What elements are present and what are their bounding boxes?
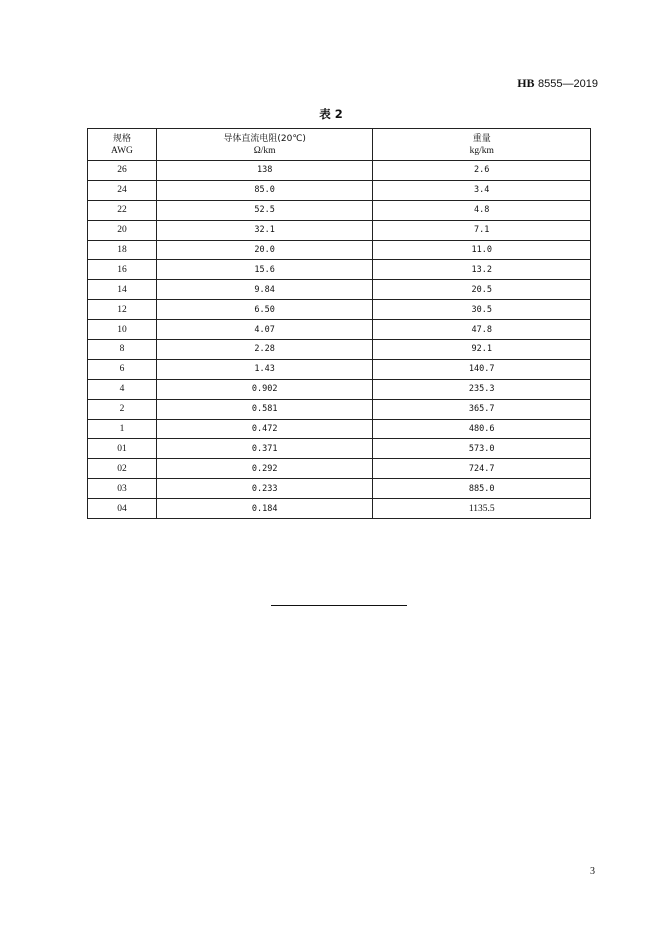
cell-weight: 885.0 xyxy=(373,479,591,499)
cell-weight: 480.6 xyxy=(373,419,591,439)
table-row xyxy=(88,359,591,379)
cell-weight: 140.7 xyxy=(373,359,591,379)
cell-size: 1 xyxy=(88,419,157,439)
table-row xyxy=(88,220,591,240)
cell-size: 24 xyxy=(88,180,157,200)
column-header-line1: 规格 xyxy=(112,133,131,144)
cell-weight: 235.3 xyxy=(373,379,591,399)
cell-resistance: 2.28 xyxy=(156,340,373,360)
table-title: 表 2 xyxy=(319,107,343,121)
table-header-row xyxy=(88,129,591,161)
cell-size: 26 xyxy=(88,161,157,181)
cell-resistance: 4.07 xyxy=(156,320,373,340)
cell-resistance: 20.0 xyxy=(156,240,373,260)
table-row xyxy=(88,439,591,459)
cell-resistance: 85.0 xyxy=(156,180,373,200)
cell-weight: 1135.5 xyxy=(373,499,591,519)
cell-resistance: 0.472 xyxy=(156,419,373,439)
cell-weight: 92.1 xyxy=(373,340,591,360)
table-row xyxy=(88,479,591,499)
cell-resistance: 0.184 xyxy=(156,499,373,519)
cell-weight: 11.0 xyxy=(373,240,591,260)
cell-resistance: 0.902 xyxy=(156,379,373,399)
column-header-line2: Ω/km xyxy=(253,145,276,156)
standard-number: 8555—2019 xyxy=(538,78,598,90)
table-row xyxy=(88,320,591,340)
page-number: 3 xyxy=(590,866,595,877)
column-header-weight xyxy=(373,129,591,161)
cell-resistance: 9.84 xyxy=(156,280,373,300)
cell-weight: 30.5 xyxy=(373,300,591,320)
table-row xyxy=(88,180,591,200)
table-row xyxy=(88,280,591,300)
cell-weight: 4.8 xyxy=(373,200,591,220)
cell-weight: 724.7 xyxy=(373,459,591,479)
cell-resistance: 0.581 xyxy=(156,399,373,419)
cell-resistance: 1.43 xyxy=(156,359,373,379)
cell-size: 04 xyxy=(88,499,157,519)
cell-size: 8 xyxy=(88,340,157,360)
cell-resistance: 0.292 xyxy=(156,459,373,479)
table-row xyxy=(88,240,591,260)
table-row xyxy=(88,161,591,181)
cell-size: 12 xyxy=(88,300,157,320)
cell-size: 03 xyxy=(88,479,157,499)
spec-table xyxy=(87,128,591,519)
table-body xyxy=(88,161,591,519)
column-header-line1: 导体直流电阻(20℃) xyxy=(223,133,306,144)
cell-size: 4 xyxy=(88,379,157,399)
column-header-size xyxy=(88,129,157,161)
cell-weight: 573.0 xyxy=(373,439,591,459)
cell-size: 6 xyxy=(88,359,157,379)
cell-weight: 13.2 xyxy=(373,260,591,280)
end-rule xyxy=(271,605,407,606)
cell-size: 22 xyxy=(88,200,157,220)
cell-weight: 365.7 xyxy=(373,399,591,419)
table-row xyxy=(88,419,591,439)
cell-size: 18 xyxy=(88,240,157,260)
cell-weight: 2.6 xyxy=(373,161,591,181)
cell-size: 20 xyxy=(88,220,157,240)
cell-resistance: 138 xyxy=(156,161,373,181)
table-row xyxy=(88,300,591,320)
cell-resistance: 6.50 xyxy=(156,300,373,320)
standard-code: HB xyxy=(517,76,535,90)
cell-resistance: 15.6 xyxy=(156,260,373,280)
cell-size: 2 xyxy=(88,399,157,419)
cell-size: 14 xyxy=(88,280,157,300)
cell-resistance: 0.371 xyxy=(156,439,373,459)
cell-size: 01 xyxy=(88,439,157,459)
table-row xyxy=(88,379,591,399)
column-header-line2: AWG xyxy=(110,145,133,156)
cell-size: 16 xyxy=(88,260,157,280)
cell-weight: 20.5 xyxy=(373,280,591,300)
table-row xyxy=(88,260,591,280)
cell-weight: 7.1 xyxy=(373,220,591,240)
column-header-resistance xyxy=(156,129,373,161)
cell-resistance: 0.233 xyxy=(156,479,373,499)
cell-resistance: 52.5 xyxy=(156,200,373,220)
cell-weight: 3.4 xyxy=(373,180,591,200)
table-row xyxy=(88,399,591,419)
column-header-line1: 重量 xyxy=(472,133,491,144)
cell-size: 10 xyxy=(88,320,157,340)
table-row xyxy=(88,499,591,519)
column-header-line2: kg/km xyxy=(469,145,494,156)
table-row xyxy=(88,340,591,360)
page-header xyxy=(0,76,598,91)
cell-resistance: 32.1 xyxy=(156,220,373,240)
table-row xyxy=(88,459,591,479)
cell-weight: 47.8 xyxy=(373,320,591,340)
table-row xyxy=(88,200,591,220)
cell-size: 02 xyxy=(88,459,157,479)
